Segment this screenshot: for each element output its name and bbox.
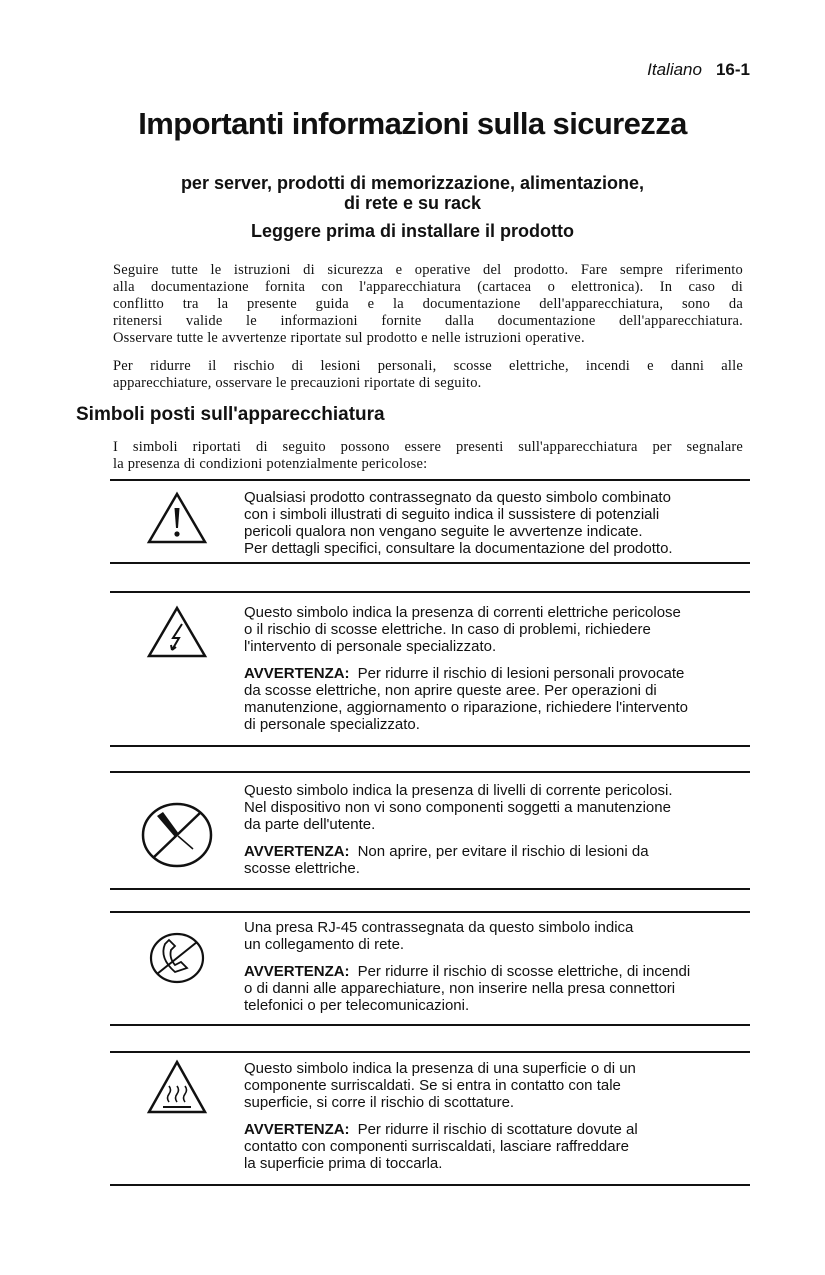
section-heading: Simboli posti sull'apparecchiatura (76, 404, 385, 425)
text-span: superficie, si corre il rischio di scottature. (244, 1094, 515, 1111)
text-span: Questo simbolo indica la presenza di una superficie o di un (244, 1060, 636, 1077)
warning-paragraph (244, 963, 749, 1014)
text-span: di personale specializzato. (244, 716, 420, 733)
text-span: Per ridurre il rischio di lesioni personali provocate (357, 665, 685, 682)
text-span: Per dettagli specifici, consultare la documentazione del prodotto. (244, 540, 673, 557)
warning-label: AVVERTENZA: (244, 1121, 350, 1138)
subtitle-read-first: Leggere prima di installare il prodotto (250, 221, 575, 241)
text-span: Questo simbolo indica la presenza di correnti elettriche pericolose (244, 604, 681, 621)
no-telephone-icon (135, 928, 220, 993)
text-line (244, 638, 749, 655)
text-span: Nel dispositivo non vi sono componenti soggetti a manutenzione (244, 799, 671, 816)
text-line (244, 997, 749, 1014)
text-span: o di danni alle apparechiature, non inserire nella presa connettori (244, 980, 676, 997)
divider (110, 479, 750, 481)
text-line (244, 523, 749, 540)
text-line (244, 816, 749, 833)
text-line: la presenza di condizioni potenzialmente pericolose: (113, 456, 428, 472)
warning-paragraph (244, 1121, 749, 1172)
text-line: Seguire tutte le istruzioni di sicurezza e operative del prodotto. Fare sempre riferimento (113, 262, 743, 278)
text-span: Non aprire, per evitare il rischio di lesioni da (357, 843, 649, 860)
electric-shock-icon (135, 602, 220, 667)
page-title: Importanti informazioni sulla sicurezza (138, 106, 687, 141)
text-line (244, 621, 749, 638)
divider (110, 911, 750, 913)
text-line (244, 963, 749, 980)
intro-paragraph (113, 358, 743, 392)
divider (110, 1051, 750, 1053)
text-span: o il rischio di scosse elettriche. In caso di problemi, richiedere (244, 621, 651, 638)
text-line (244, 506, 749, 523)
text-span: telefonici o per telecomunicazioni. (244, 997, 470, 1014)
header-language: Italiano (647, 60, 702, 79)
symbol-description (244, 782, 749, 887)
description-paragraph (244, 782, 749, 833)
text-span: Per ridurre il rischio di scosse elettriche, di incendi (357, 963, 691, 980)
symbol-description (244, 1060, 749, 1182)
text-line: I simboli riportati di seguito possono essere presenti sull'apparecchiatura per segnalare (113, 439, 743, 455)
text-span: manutenzione, aggiornamento o riparazione, richiedere l'intervento (244, 699, 688, 716)
no-tools-icon (135, 800, 220, 875)
text-span: pericoli qualora non vengano seguite le avvertenze indicate. (244, 523, 643, 540)
symbol-description (244, 919, 749, 1024)
text-span: la superficie prima di toccarla. (244, 1155, 443, 1172)
text-line: apparecchiature, osservare le precauzioni riportate di seguito. (113, 375, 482, 391)
text-span: l'intervento di personale specializzato. (244, 638, 497, 655)
text-line (244, 1138, 749, 1155)
text-span: Qualsiasi prodotto contrassegnato da questo simbolo combinato (244, 489, 671, 506)
text-span: da parte dell'utente. (244, 816, 376, 833)
text-span: da scosse elettriche, non aprire queste aree. Per operazioni di (244, 682, 657, 699)
text-span: Per ridurre il rischio di scottature dovute al (357, 1121, 638, 1138)
text-line (244, 1077, 749, 1094)
text-line: conflitto tra la presente guida e la documentazione dell'apparecchiatura, sono da (113, 296, 743, 312)
warning-paragraph (244, 665, 749, 733)
warning-label: AVVERTENZA: (244, 665, 350, 682)
divider (110, 1184, 750, 1186)
description-paragraph (244, 919, 749, 953)
text-line (244, 1094, 749, 1111)
text-line (244, 782, 749, 799)
description-paragraph (244, 1060, 749, 1111)
text-line (244, 843, 749, 860)
divider (110, 1024, 750, 1026)
text-line (244, 919, 749, 936)
text-line: Per ridurre il rischio di lesioni personali, scosse elettriche, incendi e danni alle (113, 358, 743, 374)
symbol-description (244, 489, 749, 567)
text-span: contatto con componenti surriscaldati, lasciare raffreddare (244, 1138, 629, 1155)
text-span: componente surriscaldati. Se si entra in contatto con tale (244, 1077, 621, 1094)
divider (110, 591, 750, 593)
text-line (244, 489, 749, 506)
text-span: scosse elettriche. (244, 860, 360, 877)
page-header (647, 60, 750, 80)
divider (110, 771, 750, 773)
text-span: Questo simbolo indica la presenza di livelli di corrente pericolosi. (244, 782, 673, 799)
hot-surface-icon (135, 1058, 220, 1123)
text-line (244, 682, 749, 699)
text-line (244, 1155, 749, 1172)
text-line (244, 699, 749, 716)
text-span: un collegamento di rete. (244, 936, 405, 953)
page-number: 16-1 (715, 60, 750, 79)
subtitle (0, 173, 825, 213)
warning-label: AVVERTENZA: (244, 963, 350, 980)
text-span: Una presa RJ-45 contrassegnata da questo simbolo indica (244, 919, 634, 936)
description-paragraph (244, 604, 749, 655)
divider (110, 888, 750, 890)
warning-triangle-icon (135, 488, 220, 553)
text-line: alla documentazione fornita con l'apparecchiatura (cartacea o elettronica). In caso di (113, 279, 743, 295)
subtitle-line: per server, prodotti di memorizzazione, alimentazione, (180, 173, 645, 193)
intro-paragraph (113, 262, 743, 347)
subtitle-line: di rete e su rack (343, 193, 482, 213)
text-line (244, 665, 749, 682)
text-line (244, 1121, 749, 1138)
text-line: ritenersi valide le informazioni fornite dalla documentazione dell'apparecchiatura. (113, 313, 743, 329)
text-line: Osservare tutte le avvertenze riportate sul prodotto e nelle istruzioni operative. (113, 330, 585, 346)
text-line (244, 1060, 749, 1077)
warning-label: AVVERTENZA: (244, 843, 350, 860)
text-line (244, 799, 749, 816)
warning-paragraph (244, 843, 749, 877)
text-span: con i simboli illustrati di seguito indica il sussistere di potenziali (244, 506, 660, 523)
description-paragraph (244, 489, 749, 557)
text-line (244, 860, 749, 877)
text-line (244, 980, 749, 997)
text-line (244, 936, 749, 953)
divider (110, 745, 750, 747)
text-line (244, 716, 749, 733)
symbol-description (244, 604, 749, 743)
text-line (244, 604, 749, 621)
text-line (244, 540, 749, 557)
section-intro (113, 439, 743, 473)
